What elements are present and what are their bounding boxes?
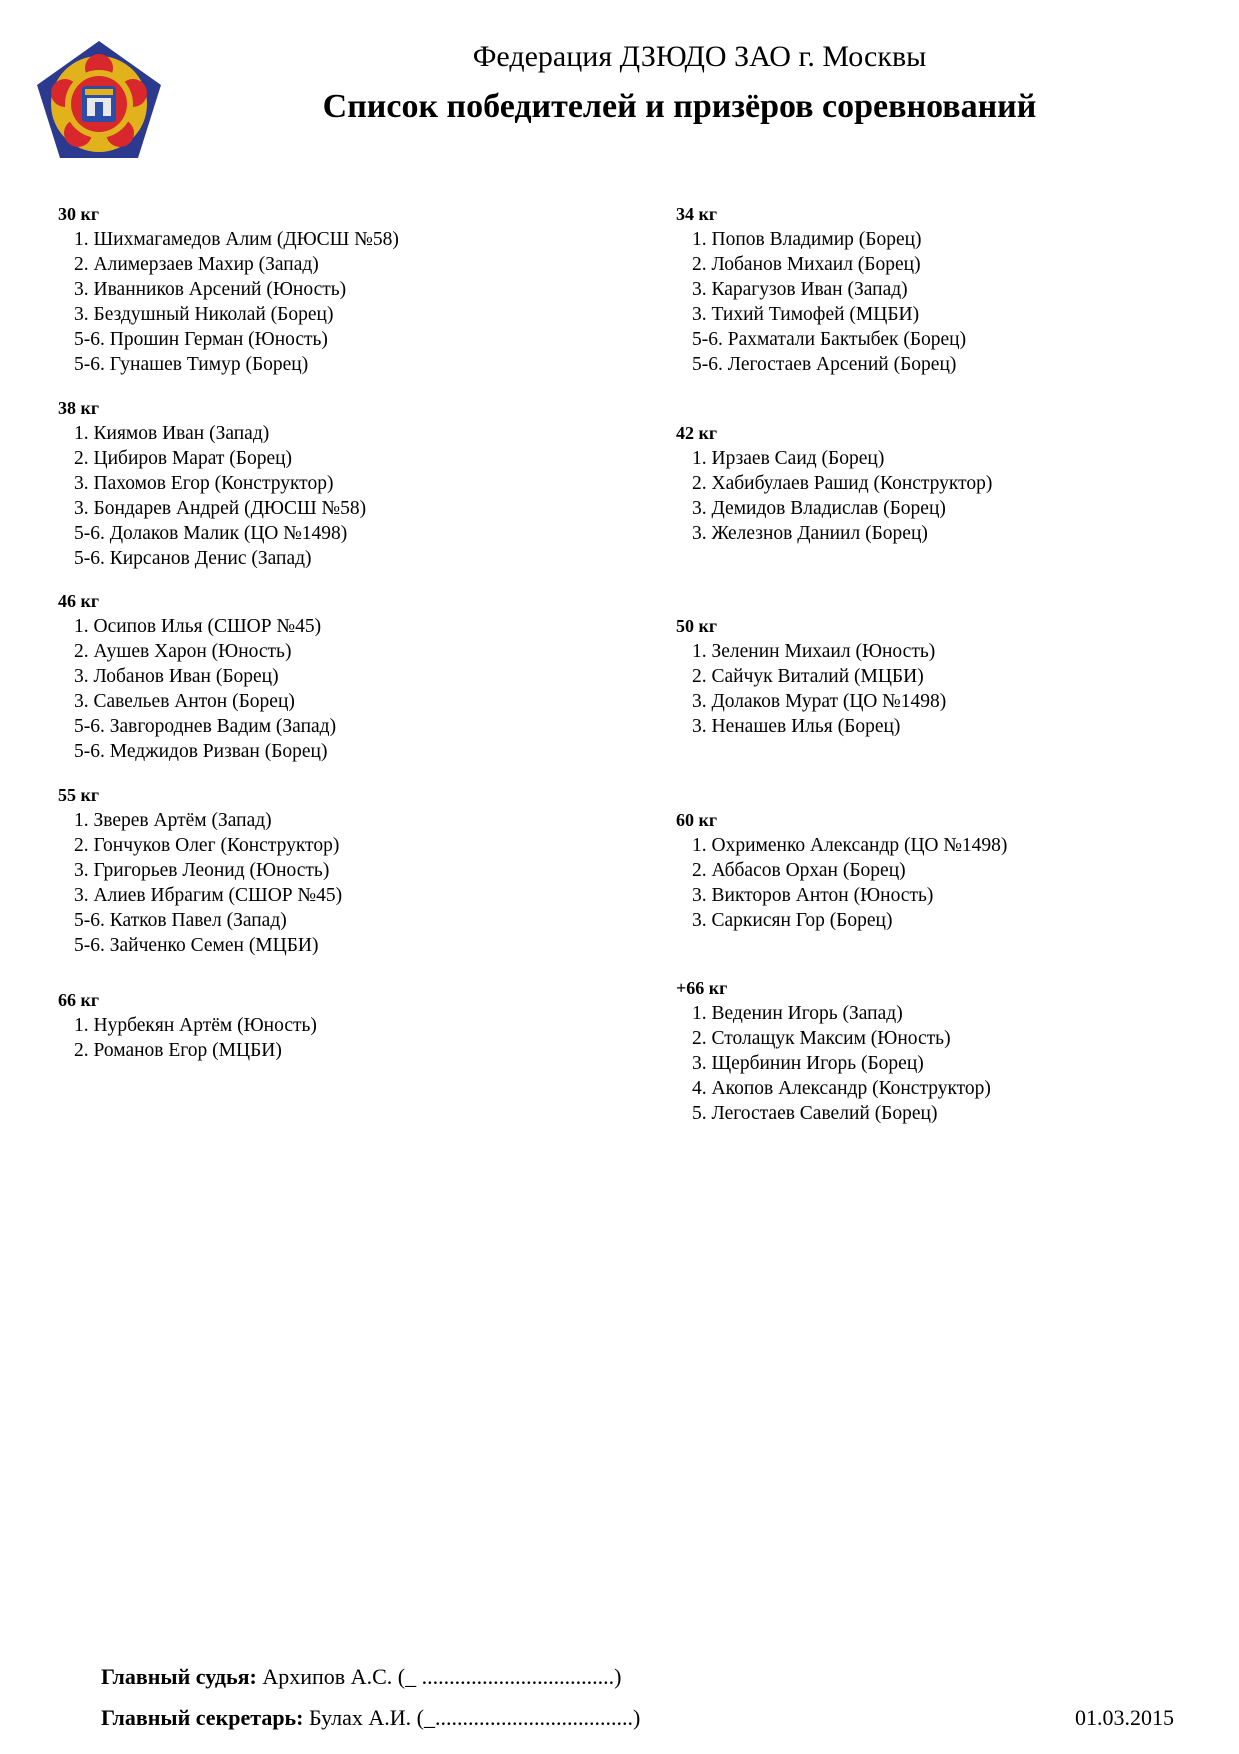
page-title: Список победителей и призёров соревнований xyxy=(322,88,1037,125)
chief-secretary-line xyxy=(101,1705,640,1731)
list-item: 1. Зеленин Михаил (Юность) xyxy=(692,641,936,662)
weight-group-60 xyxy=(676,808,1007,933)
list-item: 5. Легостаев Савелий (Борец) xyxy=(692,1103,938,1124)
weight-group-30 xyxy=(58,202,399,377)
weight-group-66-plus xyxy=(676,976,991,1126)
list-item: 3. Щербинин Игорь (Борец) xyxy=(692,1053,924,1074)
list-item: 3. Демидов Владислав (Борец) xyxy=(692,498,946,519)
list-item: 2. Лобанов Михаил (Борец) xyxy=(692,254,921,275)
chief-secretary-label: Главный секретарь: xyxy=(101,1705,304,1730)
weight-category: 60 кг xyxy=(676,810,718,830)
list-item: 1. Осипов Илья (СШОР №45) xyxy=(74,616,322,637)
list-item: 5-6. Прошин Герман (Юность) xyxy=(74,329,328,350)
list-item: 2. Аушев Харон (Юность) xyxy=(74,641,292,662)
chief-judge-line xyxy=(101,1664,621,1690)
list-item: 3. Бездушный Николай (Борец) xyxy=(74,304,334,325)
weight-category: 66 кг xyxy=(58,990,100,1010)
list-item: 2. Сайчук Виталий (МЦБИ) xyxy=(692,666,924,687)
list-item: 1. Киямов Иван (Запад) xyxy=(74,423,270,444)
list-item: 3. Долаков Мурат (ЦО №1498) xyxy=(692,691,947,712)
list-item: 5-6. Зайченко Семен (МЦБИ) xyxy=(74,935,319,956)
weight-category: 30 кг xyxy=(58,204,100,224)
list-item: 3. Пахомов Егор (Конструктор) xyxy=(74,473,334,494)
weight-category: 46 кг xyxy=(58,591,100,611)
chief-secretary-value: Булах А.И. (_....................................) xyxy=(309,1705,641,1730)
weight-group-50 xyxy=(676,614,946,739)
weight-group-66 xyxy=(58,988,317,1063)
list-item: 5-6. Долаков Малик (ЦО №1498) xyxy=(74,523,348,544)
weight-group-55 xyxy=(58,783,342,958)
weight-category: 42 кг xyxy=(676,423,718,443)
list-item: 5-6. Завгороднев Вадим (Запад) xyxy=(74,716,337,737)
weight-group-34 xyxy=(676,202,966,377)
weight-category: 50 кг xyxy=(676,616,718,636)
list-item: 1. Ирзаев Саид (Борец) xyxy=(692,448,885,469)
list-item: 3. Викторов Антон (Юность) xyxy=(692,885,934,906)
chief-judge-label: Главный судья: xyxy=(101,1664,257,1689)
weight-category: 38 кг xyxy=(58,398,100,418)
chief-judge-value: Архипов А.С. (_ ...................................) xyxy=(262,1664,622,1689)
list-item: 4. Акопов Александр (Конструктор) xyxy=(692,1078,991,1099)
list-item: 3. Лобанов Иван (Борец) xyxy=(74,666,279,687)
list-item: 2. Хабибулаев Рашид (Конструктор) xyxy=(692,473,993,494)
list-item: 5-6. Рахматали Бактыбек (Борец) xyxy=(692,329,967,350)
list-item: 1. Попов Владимир (Борец) xyxy=(692,229,922,250)
list-item: 3. Савельев Антон (Борец) xyxy=(74,691,295,712)
list-item: 3. Карагузов Иван (Запад) xyxy=(692,279,908,300)
list-item: 3. Бондарев Андрей (ДЮСШ №58) xyxy=(74,498,367,519)
list-item: 5-6. Меджидов Ризван (Борец) xyxy=(74,741,328,762)
weight-category: 34 кг xyxy=(676,204,718,224)
list-item: 2. Аббасов Орхан (Борец) xyxy=(692,860,906,881)
list-item: 3. Саркисян Гор (Борец) xyxy=(692,910,893,931)
weight-category: +66 кг xyxy=(676,978,728,998)
list-item: 3. Ненашев Илья (Борец) xyxy=(692,716,901,737)
list-item: 1. Нурбекян Артём (Юность) xyxy=(74,1015,317,1036)
list-item: 3. Алиев Ибрагим (СШОР №45) xyxy=(74,885,343,906)
list-item: 2. Цибиров Марат (Борец) xyxy=(74,448,293,469)
list-item: 5-6. Катков Павел (Запад) xyxy=(74,910,287,931)
list-item: 1. Охрименко Александр (ЦО №1498) xyxy=(692,835,1008,856)
list-item: 2. Алимерзаев Махир (Запад) xyxy=(74,254,319,275)
list-item: 2. Гончуков Олег (Конструктор) xyxy=(74,835,340,856)
weight-group-42 xyxy=(676,421,992,546)
weight-group-38 xyxy=(58,396,366,571)
document-date: 01.03.2015 xyxy=(1075,1705,1174,1730)
list-item: 1. Шихмагамедов Алим (ДЮСШ №58) xyxy=(74,229,399,250)
weight-category: 55 кг xyxy=(58,785,100,805)
list-item: 3. Иванников Арсений (Юность) xyxy=(74,279,347,300)
organization-name: Федерация ДЗЮДО ЗАО г. Москвы xyxy=(472,40,927,73)
weight-group-46 xyxy=(58,589,336,764)
list-item: 5-6. Гунашев Тимур (Борец) xyxy=(74,354,309,375)
list-item: 2. Романов Егор (МЦБИ) xyxy=(74,1040,282,1061)
list-item: 3. Григорьев Леонид (Юность) xyxy=(74,860,330,881)
list-item: 3. Железнов Даниил (Борец) xyxy=(692,523,928,544)
list-item: 1. Зверев Артём (Запад) xyxy=(74,810,272,831)
list-item: 5-6. Легостаев Арсений (Борец) xyxy=(692,354,957,375)
list-item: 5-6. Кирсанов Денис (Запад) xyxy=(74,548,312,569)
list-item: 2. Столащук Максим (Юность) xyxy=(692,1028,951,1049)
list-item: 1. Веденин Игорь (Запад) xyxy=(692,1003,903,1024)
list-item: 3. Тихий Тимофей (МЦБИ) xyxy=(692,304,920,325)
